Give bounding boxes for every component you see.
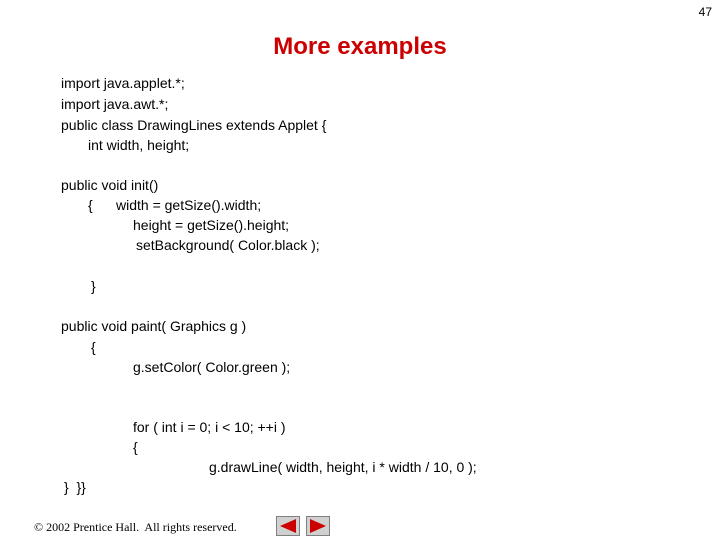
next-slide-button[interactable] <box>306 516 330 536</box>
code-line: int width, height; <box>88 137 190 153</box>
right-arrow-icon <box>309 519 327 533</box>
code-line: g.setColor( Color.green ); <box>133 359 291 375</box>
code-line: public void paint( Graphics g ) <box>61 318 247 334</box>
code-line: setBackground( Color.black ); <box>136 237 320 253</box>
code-line: import java.awt.*; <box>61 96 169 112</box>
copyright-footer: © 2002 Prentice Hall. All rights reserved. <box>34 520 237 534</box>
code-line: height = getSize().height; <box>133 217 290 233</box>
slide-title: More examples <box>273 33 447 60</box>
code-line: { <box>91 339 96 355</box>
code-line: } }} <box>64 479 86 495</box>
code-line: { <box>88 197 93 213</box>
code-line: width = getSize().width; <box>116 197 262 213</box>
code-line: } <box>91 278 96 294</box>
code-line: import java.applet.*; <box>61 75 185 91</box>
page-number: 47 <box>698 5 712 19</box>
code-line: { <box>133 439 138 455</box>
left-arrow-icon <box>279 519 297 533</box>
code-line: public class DrawingLines extends Applet { <box>61 117 327 133</box>
code-line: public void init() <box>61 177 159 193</box>
previous-slide-button[interactable] <box>276 516 300 536</box>
code-line: for ( int i = 0; i < 10; ++i ) <box>133 419 286 435</box>
code-line: g.drawLine( width, height, i * width / 10, 0 ); <box>209 459 477 475</box>
